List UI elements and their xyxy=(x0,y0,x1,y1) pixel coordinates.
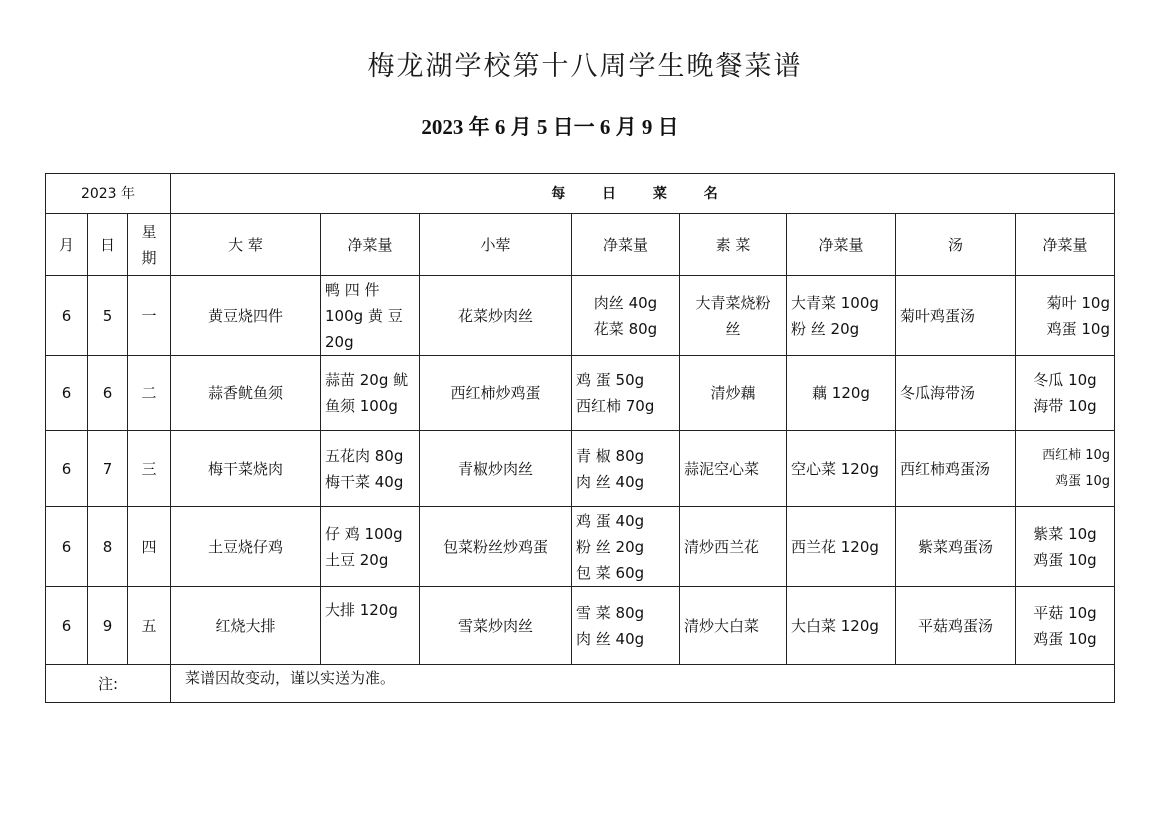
table-row xyxy=(46,356,1115,431)
big-meat-qty: 鸭 四 件 100g 黄 豆 20g xyxy=(321,276,420,356)
soup-qty: 西红柿 10g 鸡蛋 10g xyxy=(1016,431,1115,507)
table-row xyxy=(46,276,1115,356)
big-meat-dish: 土豆烧仔鸡 xyxy=(171,507,321,587)
day-cell: 9 xyxy=(88,587,128,665)
soup-dish: 紫菜鸡蛋汤 xyxy=(896,507,1016,587)
big-meat-dish: 蒜香鱿鱼须 xyxy=(171,356,321,431)
table-row xyxy=(46,507,1115,587)
vegetable-dish: 清炒藕 xyxy=(680,356,787,431)
big-meat-dish: 梅干菜烧肉 xyxy=(171,431,321,507)
big-meat-qty: 仔 鸡 100g 土豆 20g xyxy=(321,507,420,587)
soup-dish: 冬瓜海带汤 xyxy=(896,356,1016,431)
day-cell: 6 xyxy=(88,356,128,431)
weekday-cell: 四 xyxy=(128,507,171,587)
soup-qty: 菊叶 10g 鸡蛋 10g xyxy=(1016,276,1115,356)
note-row xyxy=(46,665,1115,703)
soup-dish: 菊叶鸡蛋汤 xyxy=(896,276,1016,356)
net-qty-header-4: 净菜量 xyxy=(1016,214,1115,276)
month-header: 月 xyxy=(46,214,88,276)
day-header: 日 xyxy=(88,214,128,276)
small-meat-qty: 雪 菜 80g 肉 丝 40g xyxy=(572,587,680,665)
vegetable-header: 素 菜 xyxy=(680,214,787,276)
small-meat-dish: 包菜粉丝炒鸡蛋 xyxy=(420,507,572,587)
small-meat-qty: 鸡 蛋 50g 西红柿 70g xyxy=(572,356,680,431)
weekday-header: 星 期 xyxy=(128,214,171,276)
vegetable-dish: 大青菜烧粉 丝 xyxy=(680,276,787,356)
note-label: 注: xyxy=(46,665,171,703)
note-text: 菜谱因故变动，谨以实送为准。 xyxy=(171,665,1115,703)
header-row-2 xyxy=(46,214,1115,276)
small-meat-dish: 雪菜炒肉丝 xyxy=(420,587,572,665)
table-row xyxy=(46,431,1115,507)
day-cell: 5 xyxy=(88,276,128,356)
net-qty-header-3: 净菜量 xyxy=(787,214,896,276)
vegetable-qty: 西兰花 120g xyxy=(787,507,896,587)
big-meat-header: 大 荤 xyxy=(171,214,321,276)
page-title: 梅龙湖学校第十八周学生晚餐菜谱 xyxy=(367,51,803,82)
small-meat-header: 小荤 xyxy=(420,214,572,276)
vegetable-qty: 藕 120g xyxy=(787,356,896,431)
weekday-cell: 五 xyxy=(128,587,171,665)
small-meat-dish: 西红柿炒鸡蛋 xyxy=(420,356,572,431)
soup-dish: 平菇鸡蛋汤 xyxy=(896,587,1016,665)
small-meat-qty: 肉丝 40g 花菜 80g xyxy=(572,276,680,356)
day-cell: 7 xyxy=(88,431,128,507)
vegetable-dish: 蒜泥空心菜 xyxy=(680,431,787,507)
big-meat-qty: 五花肉 80g 梅干菜 40g xyxy=(321,431,420,507)
date-range: 2023 年 6 月 5 日一 6 月 9 日 xyxy=(421,115,679,139)
vegetable-qty: 空心菜 120g xyxy=(787,431,896,507)
net-qty-header-2: 净菜量 xyxy=(572,214,680,276)
month-cell: 6 xyxy=(46,276,88,356)
weekday-cell: 三 xyxy=(128,431,171,507)
soup-header: 汤 xyxy=(896,214,1016,276)
vegetable-qty: 大青菜 100g 粉 丝 20g xyxy=(787,276,896,356)
year-header: 2023 年 xyxy=(46,174,171,214)
net-qty-header-1: 净菜量 xyxy=(321,214,420,276)
month-cell: 6 xyxy=(46,431,88,507)
small-meat-qty: 鸡 蛋 40g 粉 丝 20g 包 菜 60g xyxy=(572,507,680,587)
weekday-cell: 二 xyxy=(128,356,171,431)
soup-qty: 冬瓜 10g 海带 10g xyxy=(1016,356,1115,431)
soup-qty: 平菇 10g 鸡蛋 10g xyxy=(1016,587,1115,665)
month-cell: 6 xyxy=(46,356,88,431)
weekday-cell: 一 xyxy=(128,276,171,356)
vegetable-dish: 清炒大白菜 xyxy=(680,587,787,665)
big-meat-qty: 大排 120g xyxy=(321,587,420,665)
menu-table xyxy=(45,173,1115,703)
soup-dish: 西红柿鸡蛋汤 xyxy=(896,431,1016,507)
big-meat-qty: 蒜苗 20g 鱿 鱼须 100g xyxy=(321,356,420,431)
big-meat-dish: 黄豆烧四件 xyxy=(171,276,321,356)
small-meat-qty: 青 椒 80g 肉 丝 40g xyxy=(572,431,680,507)
table-row xyxy=(46,587,1115,665)
small-meat-dish: 花菜炒肉丝 xyxy=(420,276,572,356)
big-meat-dish: 红烧大排 xyxy=(171,587,321,665)
month-cell: 6 xyxy=(46,587,88,665)
daily-dishes-header: 每 日 菜 名 xyxy=(171,174,1115,214)
soup-qty: 紫菜 10g 鸡蛋 10g xyxy=(1016,507,1115,587)
header-row-1 xyxy=(46,174,1115,214)
small-meat-dish: 青椒炒肉丝 xyxy=(420,431,572,507)
day-cell: 8 xyxy=(88,507,128,587)
vegetable-qty: 大白菜 120g xyxy=(787,587,896,665)
vegetable-dish: 清炒西兰花 xyxy=(680,507,787,587)
month-cell: 6 xyxy=(46,507,88,587)
